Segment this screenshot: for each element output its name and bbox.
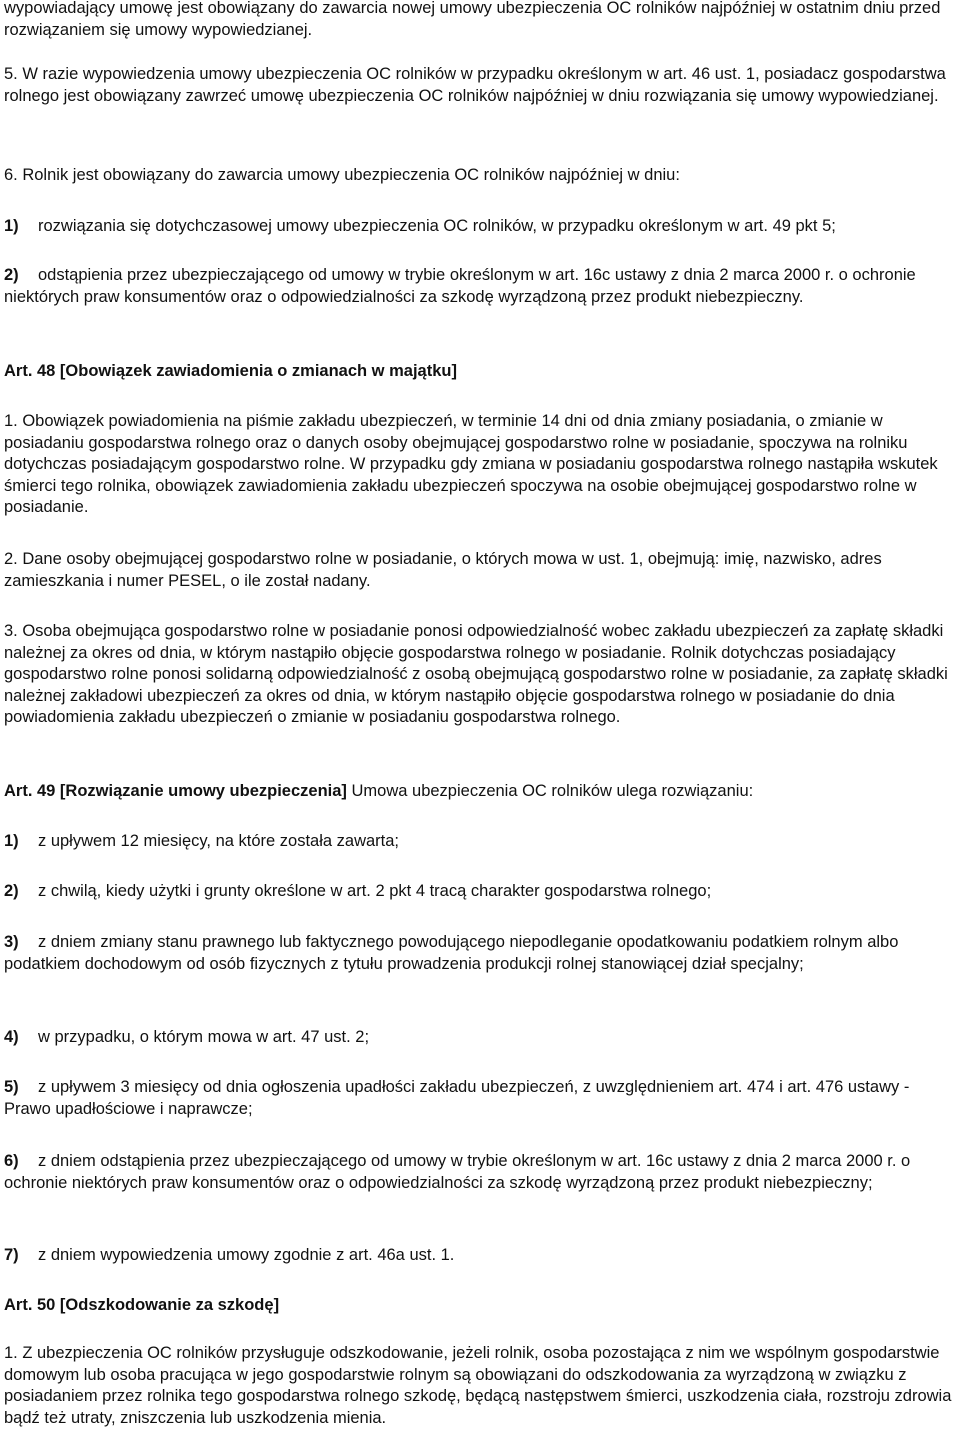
article-49-item-3 [4,932,956,975]
paragraph-6-item-1 [4,216,956,238]
article-48-paragraph-2: 2. Dane osoby obejmującej gospodarstwo rolne w posiadanie, o których mowa w ust. 1, obejmują: imię, nazwisko, adres zamieszkania i numer PESEL, o ile został nadany. [4,550,882,590]
item-number: 4) [4,1028,19,1046]
article-49-heading-line [4,781,956,803]
item-text: z upływem 12 miesięcy, na które została zawarta; [38,832,400,850]
item-text: z dniem odstąpienia przez ubezpieczającego od umowy w trybie określonym w art. 16c ustawy z dnia 2 marca 2000 r. o ochronie niektórych praw konsumentów oraz o odpowiedzialności za szkodę wyrządzoną przez produkt niebezpieczny; [4,1152,911,1192]
item-text: w przypadku, o którym mowa w art. 47 ust. 2; [38,1028,370,1046]
item-number: 6) [4,1152,19,1170]
article-49-intro: Umowa ubezpieczenia OC rolników ulega rozwiązaniu: [346,782,754,800]
item-text: z dniem wypowiedzenia umowy zgodnie z art. 46a ust. 1. [38,1246,455,1264]
article-50-heading: Art. 50 [Odszkodowanie za szkodę] [4,1296,280,1314]
article-49-item-2 [4,881,956,903]
article-49-item-4 [4,1027,956,1049]
article-48-paragraph-1: 1. Obowiązek powiadomienia na piśmie zakładu ubezpieczeń, w terminie 14 dni od dnia zmiany posiadania, o zmianie w posiadaniu gospodarstwa rolnego oraz o danych osoby obejmującej gospodarstwo rolne w posiadanie, spoczywa na rolniku dotychczas posiadającym gospodarstwo rolne. W przypadku gdy zmiana w posiadaniu gospodarstwa rolnego nastąpiła wskutek śmierci tego rolnika, obowiązek zawiadomienia zakładu ubezpieczeń spoczywa na osobie obejmującej gospodarstwo rolne w posiadanie. [4,412,938,516]
item-number: 2) [4,882,19,900]
item-text: z upływem 3 miesięcy od dnia ogłoszenia upadłości zakładu ubezpieczeń, z uwzględnieniem art. 474 i art. 476 ustawy - Prawo upadłościowe i naprawcze; [4,1078,910,1118]
article-48-heading: Art. 48 [Obowiązek zawiadomienia o zmianach w majątku] [4,362,457,380]
paragraph-6-item-2 [4,265,956,308]
item-text: odstąpienia przez ubezpieczającego od umowy w trybie określonym w art. 16c ustawy z dnia 2 marca 2000 r. o ochronie niektórych praw konsumentów oraz o odpowiedzialności za szkodę wyrządzoną przez produkt niebezpieczny. [4,266,916,306]
article-49-item-5 [4,1077,956,1120]
paragraph-5: 5. W razie wypowiedzenia umowy ubezpieczenia OC rolników w przypadku określonym w art. 46 ust. 1, posiadacz gospodarstwa rolnego jest obowiązany zawrzeć umowę ubezpieczenia OC rolników najpóźniej w dniu rozwiązania się umowy wypowiedzianej. [4,65,946,105]
article-49-item-1 [4,831,956,853]
item-text: rozwiązania się dotychczasowej umowy ubezpieczenia OC rolników, w przypadku określonym w art. 49 pkt 5; [38,217,836,235]
item-number: 5) [4,1078,19,1096]
item-number: 3) [4,933,19,951]
article-50-paragraph-1: 1. Z ubezpieczenia OC rolników przysługuje odszkodowanie, jeżeli rolnik, osoba pozostająca z nim we wspólnym gospodarstwie domowym lub osoba pracująca w jego gospodarstwie rolnym są obowiązani do odszkodowania za wyrządzoną w związku z posiadaniem przez rolnika tego gospodarstwa rolnego szkodę, będącą następstwem śmierci, uszkodzenia ciała, rozstroju zdrowia bądź też utraty, zniszczenia lub uszkodzenia mienia. [4,1344,952,1427]
item-text: z chwilą, kiedy użytki i grunty określone w art. 2 pkt 4 tracą charakter gospodarstwa rolnego; [38,882,712,900]
item-number: 7) [4,1246,19,1264]
paragraph-6: 6. Rolnik jest obowiązany do zawarcia umowy ubezpieczenia OC rolników najpóźniej w dniu: [4,166,680,184]
paragraph-intro: wypowiadający umowę jest obowiązany do zawarcia nowej umowy ubezpieczenia OC rolników najpóźniej w ostatnim dniu przed rozwiązaniem się umowy wypowiedzianej. [4,0,941,39]
article-48-paragraph-3: 3. Osoba obejmująca gospodarstwo rolne w posiadanie ponosi odpowiedzialność wobec zakładu ubezpieczeń za zapłatę składki należnej za okres od dnia, w którym nastąpiło objęcie gospodarstwa rolnego w posiadanie. Rolnik dotychczas posiadający gospodarstwo rolne ponosi solidarną odpowiedzialność z osobą obejmującą gospodarstwo rolne w posiadanie, za zapłatę składki należnej zakładowi ubezpieczeń za okres od dnia, w którym nastąpiło objęcie gospodarstwa rolnego w posiadanie do dnia powiadomienia zakładu ubezpieczeń o zmianie w posiadaniu gospodarstwa rolnego. [4,622,948,726]
item-number: 1) [4,832,19,850]
item-text: z dniem zmiany stanu prawnego lub faktycznego powodującego niepodleganie opodatkowaniu podatkiem rolnym albo podatkiem dochodowym od osób fizycznych z tytułu prowadzenia produkcji rolnej stanowiącej dział specjalny; [4,933,899,973]
article-49-item-7 [4,1245,956,1267]
article-49-heading: Art. 49 [Rozwiązanie umowy ubezpieczenia] [4,782,347,800]
item-number: 1) [4,217,19,235]
article-49-item-6 [4,1151,956,1194]
item-number: 2) [4,266,19,284]
